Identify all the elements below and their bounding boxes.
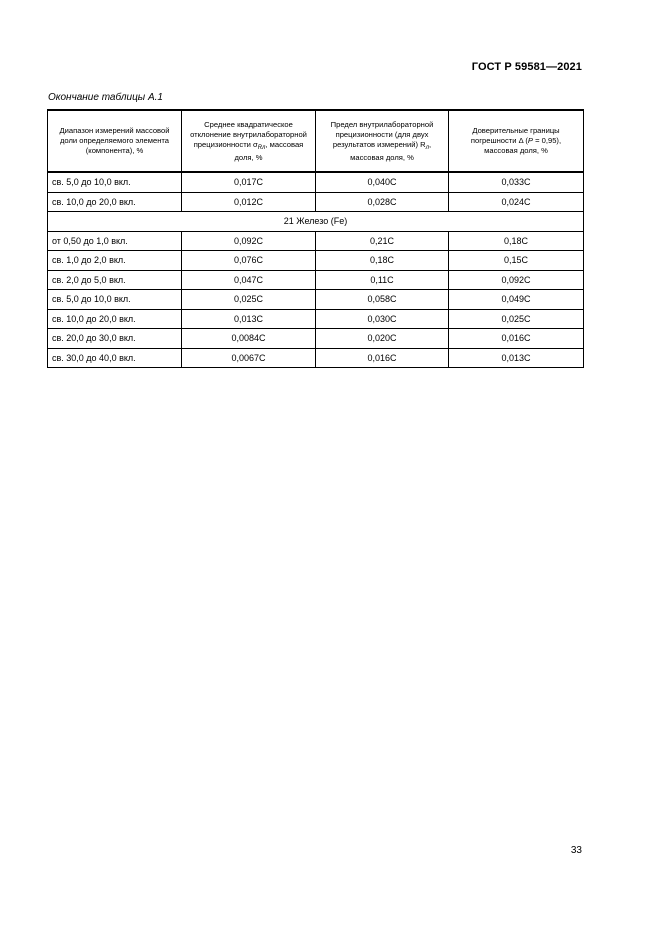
cell-range: св. 5,0 до 10,0 вкл. bbox=[48, 172, 182, 192]
precision-table bbox=[47, 109, 584, 368]
table-row bbox=[48, 348, 584, 368]
cell-confidence-bound: 0,024C bbox=[449, 192, 584, 212]
cell-std-dev: 0,076C bbox=[182, 251, 316, 271]
table-row bbox=[48, 231, 584, 251]
cell-std-dev: 0,013C bbox=[182, 309, 316, 329]
cell-std-dev: 0,025C bbox=[182, 290, 316, 310]
section-row bbox=[48, 212, 584, 232]
cell-range: св. 1,0 до 2,0 вкл. bbox=[48, 251, 182, 271]
table-header-row bbox=[48, 110, 584, 172]
page-number: 33 bbox=[570, 845, 582, 856]
table-row bbox=[48, 192, 584, 212]
header-std-dev: Среднее квадратическое отклонение внутрилабораторной прецизионности $\sigma_{Rл}$, массовая доля, % bbox=[182, 110, 316, 172]
cell-precision-limit: 0,040C bbox=[316, 172, 449, 192]
header-precision-limit: Предел внутрилабораторной прецизионности (для двух результатов измерений) $R_л$, массовая доля, % bbox=[316, 110, 449, 172]
table-caption: Окончание таблицы А.1 bbox=[48, 92, 163, 103]
cell-std-dev: 0,047C bbox=[182, 270, 316, 290]
cell-range: от 0,50 до 1,0 вкл. bbox=[48, 231, 182, 251]
cell-range: св. 2,0 до 5,0 вкл. bbox=[48, 270, 182, 290]
cell-confidence-bound: 0,033C bbox=[449, 172, 584, 192]
cell-precision-limit: 0,18C bbox=[316, 251, 449, 271]
cell-range: св. 20,0 до 30,0 вкл. bbox=[48, 329, 182, 349]
cell-std-dev: 0,017C bbox=[182, 172, 316, 192]
section-title: 21 Железо (Fe) bbox=[48, 212, 584, 232]
header-confidence-bounds: Доверительные границы погрешности Δ (P = 0,95), массовая доля, % bbox=[449, 110, 584, 172]
cell-range: св. 30,0 до 40,0 вкл. bbox=[48, 348, 182, 368]
cell-precision-limit: 0,030C bbox=[316, 309, 449, 329]
cell-precision-limit: 0,058C bbox=[316, 290, 449, 310]
cell-confidence-bound: 0,016C bbox=[449, 329, 584, 349]
cell-std-dev: 0,0067C bbox=[182, 348, 316, 368]
cell-confidence-bound: 0,013C bbox=[449, 348, 584, 368]
table-row bbox=[48, 309, 584, 329]
cell-precision-limit: 0,020C bbox=[316, 329, 449, 349]
cell-precision-limit: 0,016C bbox=[316, 348, 449, 368]
cell-confidence-bound: 0,025C bbox=[449, 309, 584, 329]
cell-std-dev: 0,092C bbox=[182, 231, 316, 251]
cell-range: св. 5,0 до 10,0 вкл. bbox=[48, 290, 182, 310]
cell-std-dev: 0,0084C bbox=[182, 329, 316, 349]
cell-precision-limit: 0,028C bbox=[316, 192, 449, 212]
table-row bbox=[48, 251, 584, 271]
cell-confidence-bound: 0,18C bbox=[449, 231, 584, 251]
table-row bbox=[48, 329, 584, 349]
header-range: Диапазон измерений массовой доли определяемого элемента (компонента), % bbox=[48, 110, 182, 172]
cell-precision-limit: 0,11C bbox=[316, 270, 449, 290]
document-code: ГОСТ Р 59581—2021 bbox=[471, 61, 582, 73]
cell-confidence-bound: 0,049C bbox=[449, 290, 584, 310]
cell-confidence-bound: 0,15C bbox=[449, 251, 584, 271]
table-row bbox=[48, 270, 584, 290]
cell-precision-limit: 0,21C bbox=[316, 231, 449, 251]
table-row bbox=[48, 290, 584, 310]
cell-confidence-bound: 0,092C bbox=[449, 270, 584, 290]
cell-range: св. 10,0 до 20,0 вкл. bbox=[48, 309, 182, 329]
cell-std-dev: 0,012C bbox=[182, 192, 316, 212]
table-row bbox=[48, 172, 584, 192]
cell-range: св. 10,0 до 20,0 вкл. bbox=[48, 192, 182, 212]
